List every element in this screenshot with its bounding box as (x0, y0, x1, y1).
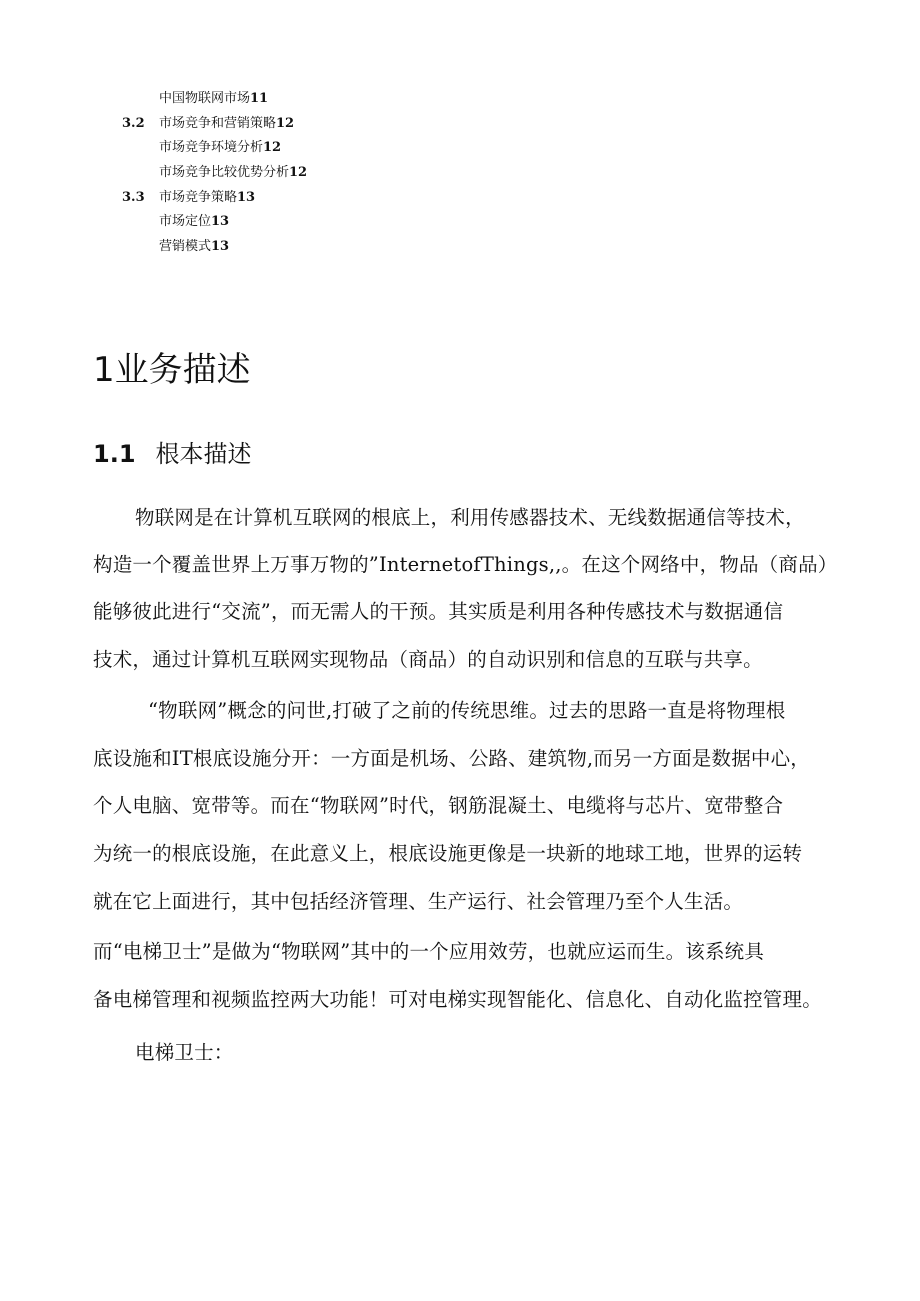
paragraph-line: 技术，通过计算机互联网实现物品（商品）的自动识别和信息的互联与共享。 (93, 648, 763, 671)
paragraph-line: 为统一的根底设施，在此意义上，根底设施更像是一块新的地球工地，世界的运转 (93, 842, 803, 865)
toc-page-number: 12 (289, 165, 308, 180)
paragraph-line: 物联网是在计算机互联网的根底上，利用传感器技术、无线数据通信等技术， (135, 506, 805, 529)
toc-title: 中国物联网市场 (159, 91, 251, 106)
toc-title: 营销模式 (159, 239, 212, 254)
paragraph-line: 个人电脑、宽带等。而在“物联网”时代，钢筋混凝土、电缆将与芯片、宽带整合 (93, 794, 784, 817)
section-title: 根本描述 (155, 440, 252, 468)
paragraph-line: 而“电梯卫士”是做为“物联网”其中的一个应用效劳，也就应运而生。该系统具 (93, 940, 765, 963)
paragraph-line: 构造一个覆盖世界上万事万物的”InternetofThings,,。在这个网络中，物品（商品） (93, 553, 838, 576)
chapter-heading: 1业务描述 (93, 350, 251, 390)
toc-title: 市场竞争比较优势分析 (159, 165, 290, 180)
paragraph-line: “物联网”概念的问世,打破了之前的传统思维。过去的思路一直是将物理根 (148, 699, 786, 722)
paragraph-line: 底设施和IT根底设施分开：一方面是机场、公路、建筑物,而另一方面是数据中心， (93, 747, 811, 770)
paragraph-line: 备电梯管理和视频监控两大功能！可对电梯实现智能化、信息化、自动化监控管理。 (93, 988, 822, 1011)
toc-page-number: 13 (211, 239, 230, 254)
toc-title: 市场定位 (159, 214, 212, 229)
toc-page-number: 13 (211, 214, 230, 229)
toc-title: 市场竞争和营销策略 (159, 116, 277, 131)
toc-page-number: 12 (276, 116, 295, 131)
paragraph-line: 能够彼此进行“交流”，而无需人的干预。其实质是利用各种传感技术与数据通信 (93, 600, 784, 623)
toc-page-number: 13 (237, 190, 256, 205)
toc-title: 市场竞争环境分析 (159, 140, 264, 155)
toc-number: 3.2 (122, 116, 145, 131)
toc-page-number: 12 (263, 140, 282, 155)
section-heading (93, 436, 252, 472)
section-number: 1.1 (93, 440, 136, 468)
toc-page-number: 11 (250, 91, 269, 106)
paragraph-line: 就在它上面进行，其中包括经济管理、生产运行、社会管理乃至个人生活。 (93, 890, 744, 913)
toc-number: 3.3 (122, 190, 145, 205)
paragraph-line: 电梯卫士： (135, 1041, 234, 1064)
toc-title: 市场竞争策略 (159, 190, 238, 205)
